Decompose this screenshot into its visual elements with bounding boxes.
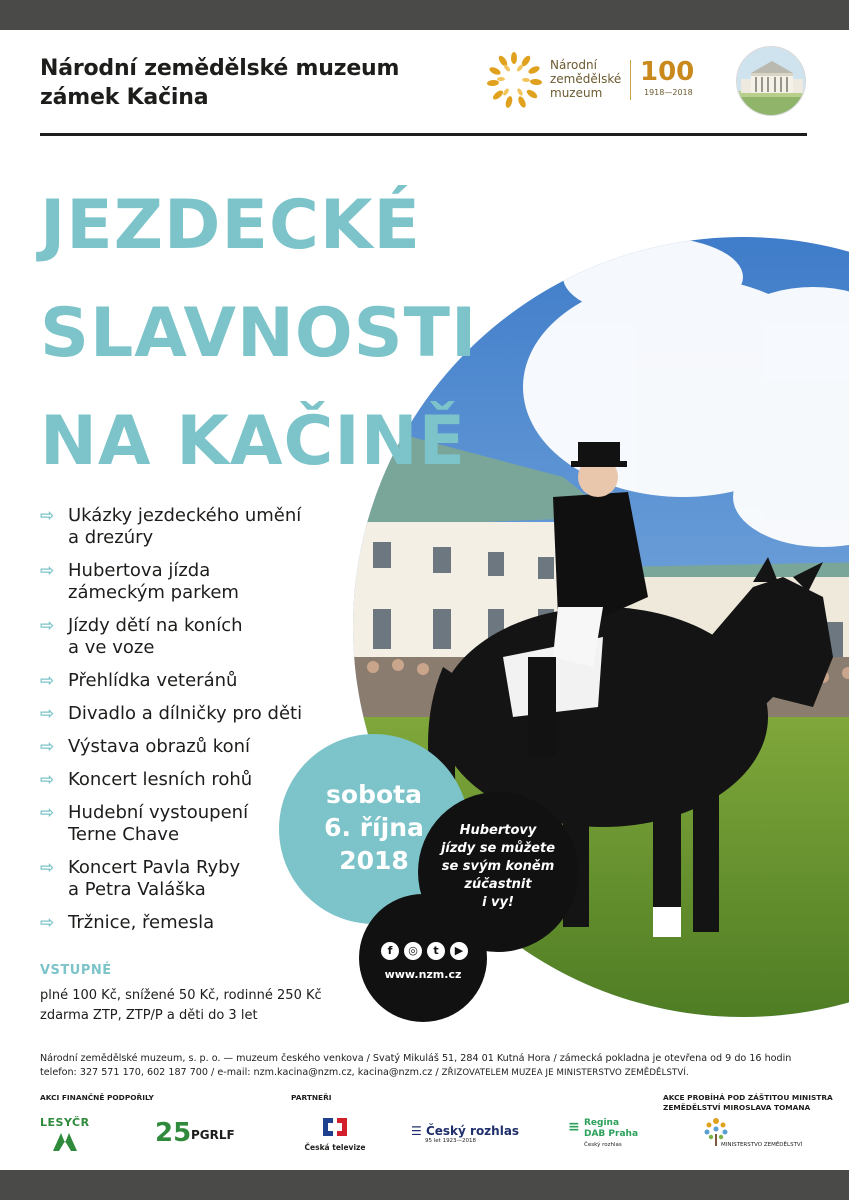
program-item: ⇨ Hubertova jízda zámeckým parkem <box>40 560 239 603</box>
regina-dab-logo: ≡ Regina DAB Praha Český rozhlas <box>568 1118 639 1148</box>
museum-name-line2: zámek Kačina <box>40 85 209 110</box>
rozhlas-icon: ☰ <box>411 1124 422 1138</box>
museum-name <box>40 54 399 112</box>
arrow-right-icon: ⇨ <box>40 616 55 636</box>
web-badge <box>359 894 487 1022</box>
nzm-logo-text: Národní zemědělské muzeum <box>550 58 622 100</box>
arrow-right-icon: ⇨ <box>40 858 55 878</box>
program-item: ⇨ Ukázky jezdeckého umění a drezúry <box>40 505 302 548</box>
arrow-right-icon: ⇨ <box>40 561 55 581</box>
nzm-100-logo <box>486 52 696 108</box>
admission-info <box>40 963 322 1026</box>
wreath-icon <box>486 52 542 108</box>
arrow-right-icon: ⇨ <box>40 671 55 691</box>
patronage-heading: AKCE PROBÍHÁ POD ZÁŠTITOU MINISTRA ZEMĚDĚLSTVÍ MIROSLAVA TOMANA <box>663 1093 833 1112</box>
castle-icon <box>737 47 806 116</box>
ministry-logo: MINISTERSTVO ZEMĚDĚLSTVÍ <box>703 1116 803 1156</box>
logo-separator <box>630 60 631 100</box>
cesky-rozhlas-logo: ☰ Český rozhlas 95 let 1923—2018 <box>411 1124 520 1144</box>
anniversary-years: 1918—2018 <box>644 88 693 97</box>
program-item: ⇨ Jízdy dětí na koních a ve voze <box>40 615 243 658</box>
youtube-icon[interactable]: ▶ <box>450 942 468 960</box>
lesy-cr-logo: LESYČR <box>40 1116 100 1156</box>
header-rule <box>40 133 807 136</box>
ceska-televize-logo: Česká televize <box>300 1116 370 1156</box>
social-icons <box>381 942 467 962</box>
tree-icon <box>50 1131 80 1153</box>
arrow-right-icon: ⇨ <box>40 913 55 933</box>
website-link[interactable]: www.nzm.cz <box>384 968 462 981</box>
facebook-icon[interactable]: f <box>381 942 399 960</box>
arrow-right-icon: ⇨ <box>40 704 55 724</box>
program-item: ⇨ Tržnice, řemesla <box>40 912 215 933</box>
ct-icon <box>319 1116 351 1138</box>
hubertus-badge: Hubertovy jízdy se můžete se svým koněm zúčastnit i vy! <box>418 792 578 952</box>
program-item: ⇨ Divadlo a dílničky pro děti <box>40 703 303 724</box>
title-line3: NA KAČINĚ <box>40 402 467 481</box>
anniversary-number: 100 <box>640 57 695 87</box>
museum-name-line1: Národní zemědělské muzeum <box>40 56 400 81</box>
program-item: ⇨ Přehlídka veteránů <box>40 670 238 691</box>
pgrlf-logo: 25 PGRLF <box>155 1118 235 1148</box>
date-badge: sobota 6. října 2018 <box>279 734 469 924</box>
footer-address: Národní zemědělské muzeum, s. p. o. — muzeum českého venkova / Svatý Mikuláš 51, 284 01 Kutná Hora / zámecká pokladna je otevřena od 9 do 16 hodin <box>40 1053 792 1064</box>
financial-support-heading: AKCI FINANČNĚ PODPOŘILY <box>40 1093 154 1102</box>
partners-heading: PARTNEŘI <box>291 1093 332 1102</box>
admission-prices: plné 100 Kč, snížené 50 Kč, rodinné 250 Kč <box>40 988 322 1003</box>
bottom-bar <box>0 1170 849 1200</box>
footer-contacts: telefon: 327 571 170, 602 187 700 / e-mail: nzm.kacina@nzm.cz, kacina@nzm.cz / ZŘIZOVATELEM MUZEA JE MINISTERSTVO ZEMĚDĚLSTVÍ. <box>40 1067 689 1078</box>
arrow-right-icon: ⇨ <box>40 803 55 823</box>
program-item: ⇨ Hudební vystoupení Terne Chave <box>40 802 249 845</box>
title-line2: SLAVNOSTI <box>40 294 478 373</box>
program-item: ⇨ Výstava obrazů koní <box>40 736 251 757</box>
event-title <box>40 172 477 496</box>
top-bar <box>0 0 849 30</box>
admission-free: zdarma ZTP, ZTP/P a děti do 3 let <box>40 1008 258 1023</box>
arrow-right-icon: ⇨ <box>40 770 55 790</box>
program-item: ⇨ Koncert lesních rohů <box>40 769 253 790</box>
footer-contact <box>40 1052 791 1080</box>
title-line1: JEZDECKÉ <box>40 186 422 265</box>
arrow-right-icon: ⇨ <box>40 506 55 526</box>
regina-icon: ≡ <box>568 1119 580 1135</box>
admission-heading: VSTUPNÉ <box>40 963 112 978</box>
program-item: ⇨ Koncert Pavla Ryby a Petra Valáška <box>40 857 241 900</box>
twitter-icon[interactable]: t <box>427 942 445 960</box>
instagram-icon[interactable]: ◎ <box>404 942 422 960</box>
arrow-right-icon: ⇨ <box>40 737 55 757</box>
castle-logo <box>736 46 806 116</box>
program-list <box>40 505 302 945</box>
